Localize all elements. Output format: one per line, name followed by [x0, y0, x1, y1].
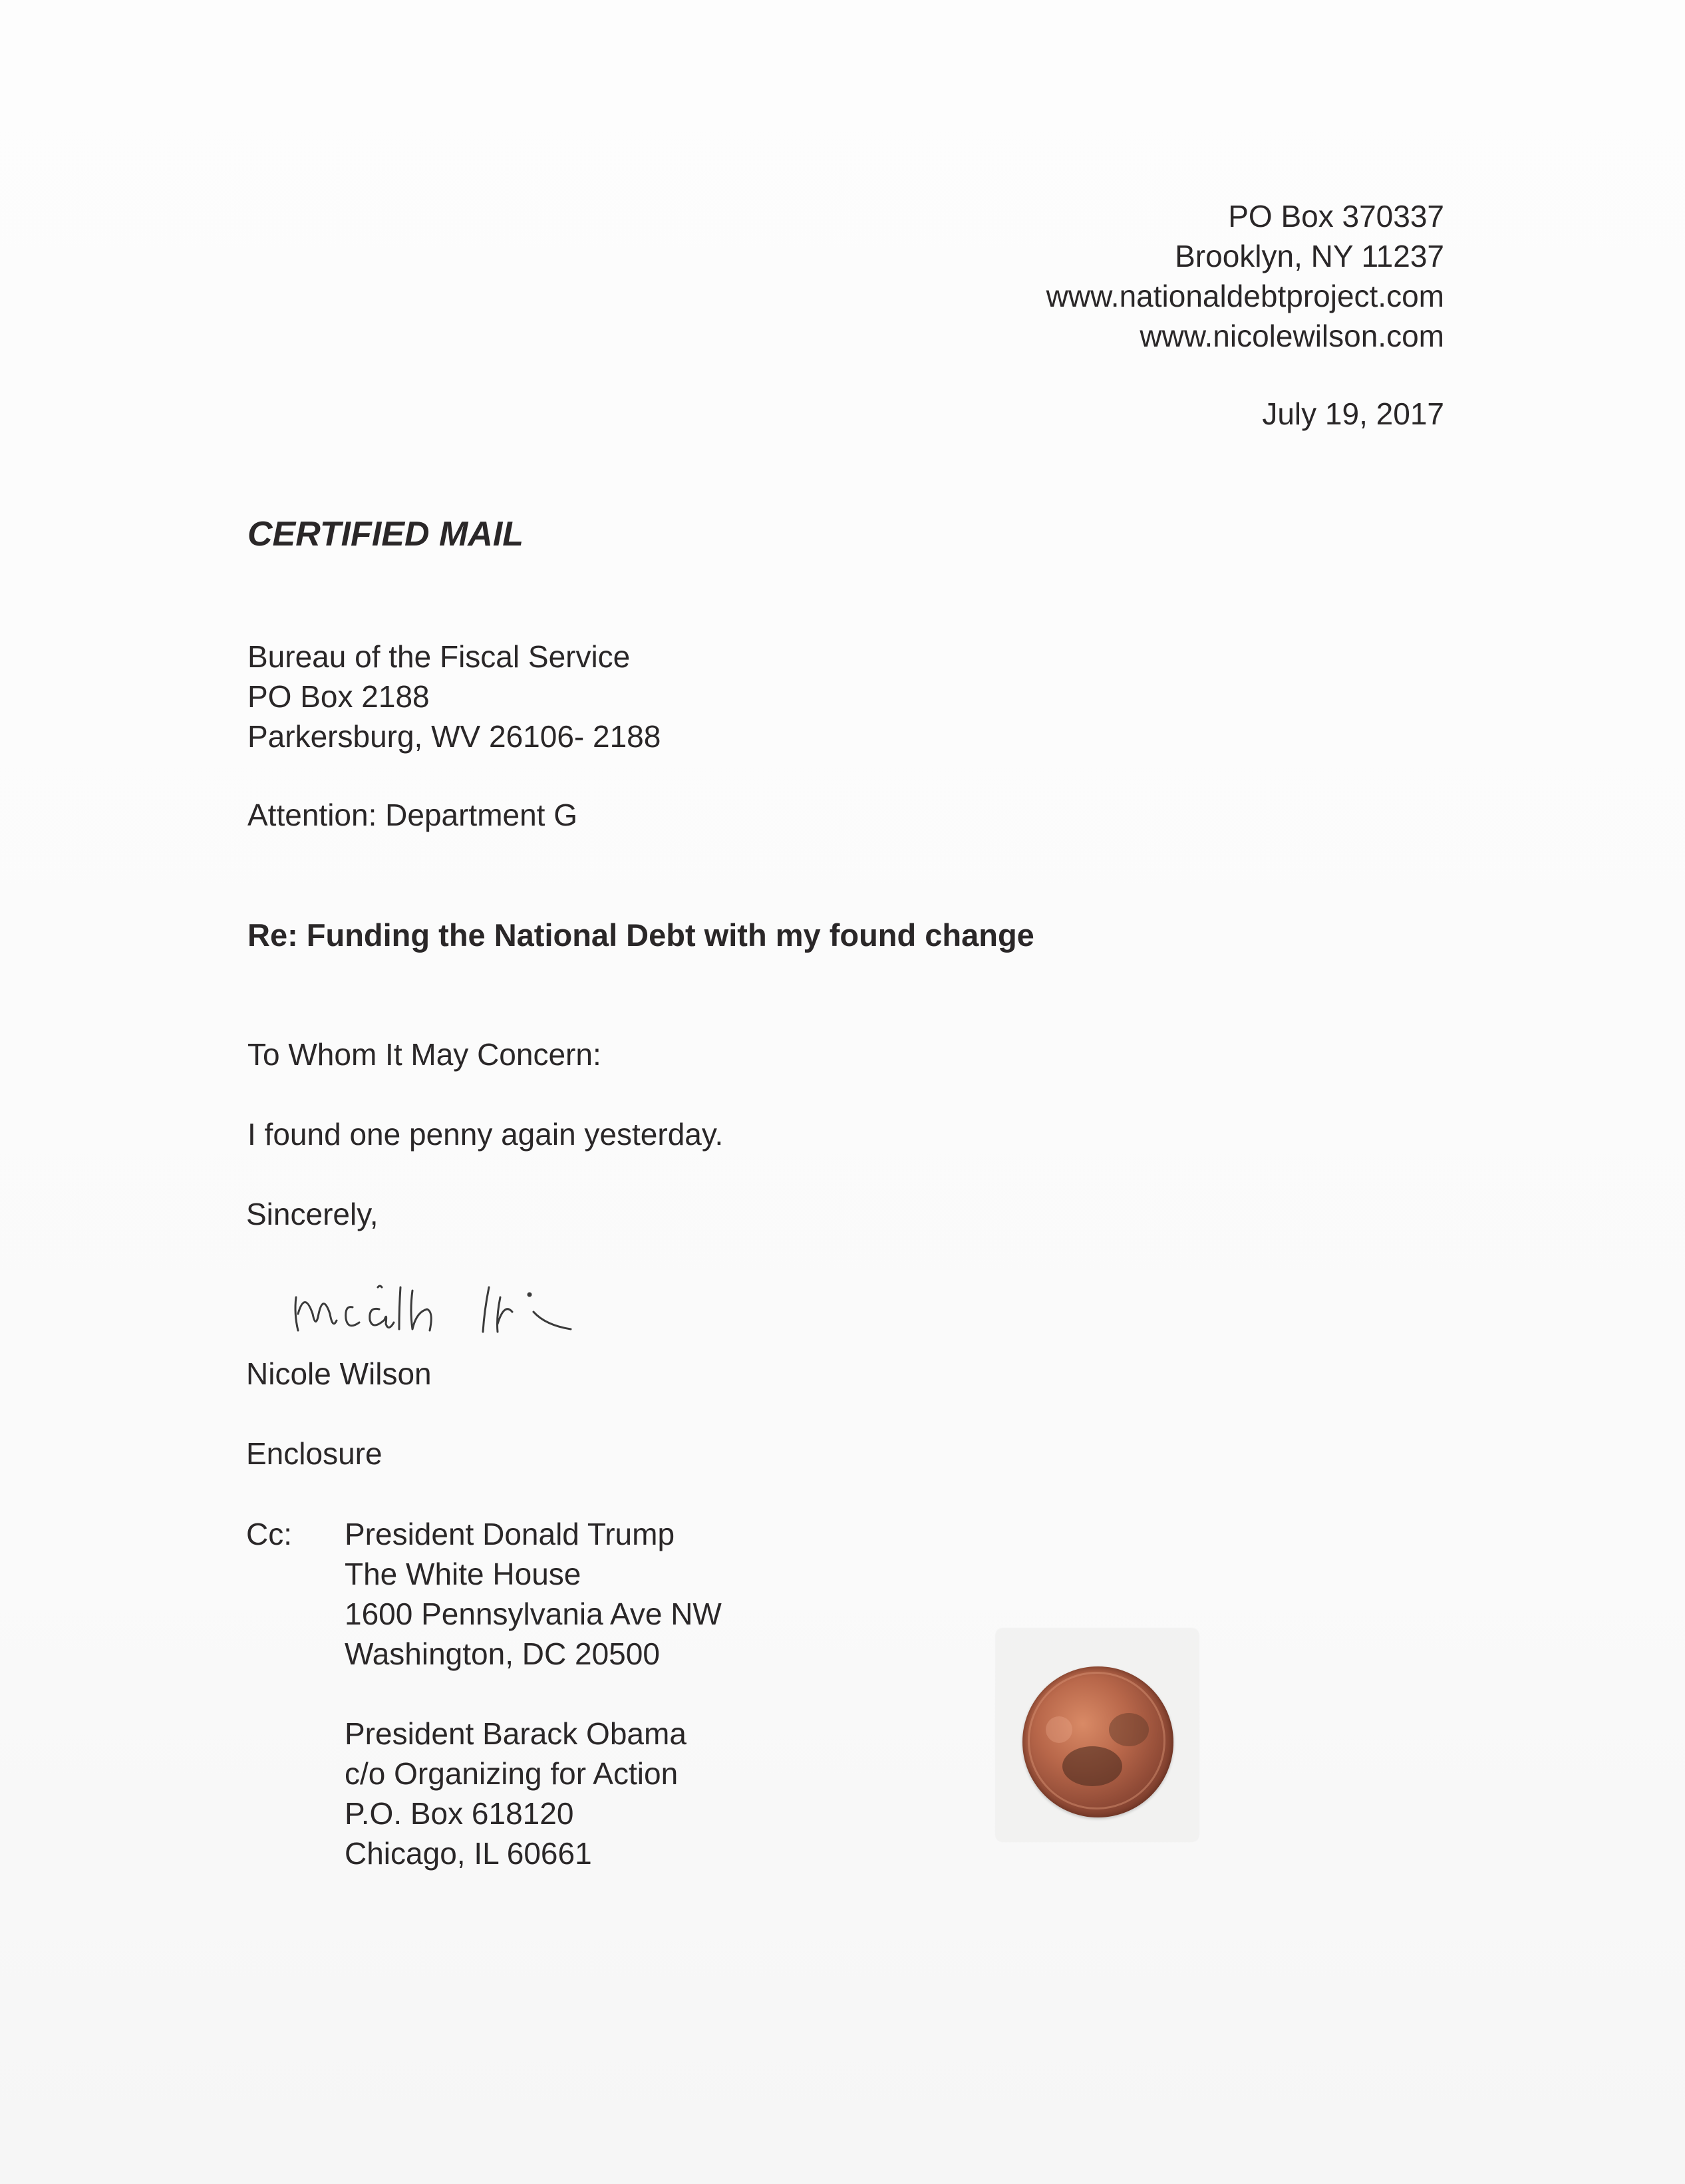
subject-line: Re: Funding the National Debt with my found change [247, 917, 1034, 953]
penny-tarnish [1109, 1713, 1149, 1746]
sender-address [1046, 196, 1444, 356]
closing: Sincerely, [246, 1197, 379, 1231]
penny-tarnish [1062, 1746, 1122, 1786]
penny-highlight [1046, 1716, 1072, 1743]
salutation: To Whom It May Concern: [247, 1037, 601, 1072]
recipient-address [247, 637, 661, 756]
cc-line: c/o Organizing for Action [345, 1756, 679, 1791]
cc-line: P.O. Box 618120 [345, 1796, 574, 1831]
attention-line: Attention: Department G [247, 798, 578, 832]
sender-po-box: PO Box 370337 [1228, 199, 1444, 234]
cc-line: 1600 Pennsylvania Ave NW [345, 1597, 722, 1631]
cc-line: President Donald Trump [345, 1517, 675, 1551]
cc-line: Washington, DC 20500 [345, 1637, 660, 1671]
letter-body: I found one penny again yesterday. [247, 1117, 724, 1152]
cc-line: The White House [345, 1557, 581, 1591]
sender-city-state-zip: Brooklyn, NY 11237 [1175, 239, 1444, 273]
cc-recipients [345, 1514, 722, 1873]
penny-rim [1028, 1672, 1165, 1809]
recipient-name: Bureau of the Fiscal Service [247, 639, 631, 674]
penny-icon [1022, 1666, 1173, 1817]
enclosure-note: Enclosure [246, 1436, 383, 1471]
cc-line: Chicago, IL 60661 [345, 1836, 592, 1871]
sender-website-link: www.nicolewilson.com [1140, 319, 1444, 353]
handwritten-signature-icon [286, 1251, 705, 1344]
recipient-city-state-zip: Parkersburg, WV 26106- 2188 [247, 719, 661, 754]
sender-website-link: www.nationaldebtproject.com [1046, 279, 1444, 313]
delivery-method: CERTIFIED MAIL [247, 515, 524, 553]
cc-spacer [345, 1674, 722, 1714]
cc-label: Cc: [246, 1517, 292, 1551]
cc-line: President Barack Obama [345, 1716, 687, 1751]
letter-date: July 19, 2017 [1262, 396, 1444, 431]
recipient-po-box: PO Box 2188 [247, 679, 430, 714]
signer-name: Nicole Wilson [246, 1356, 432, 1391]
